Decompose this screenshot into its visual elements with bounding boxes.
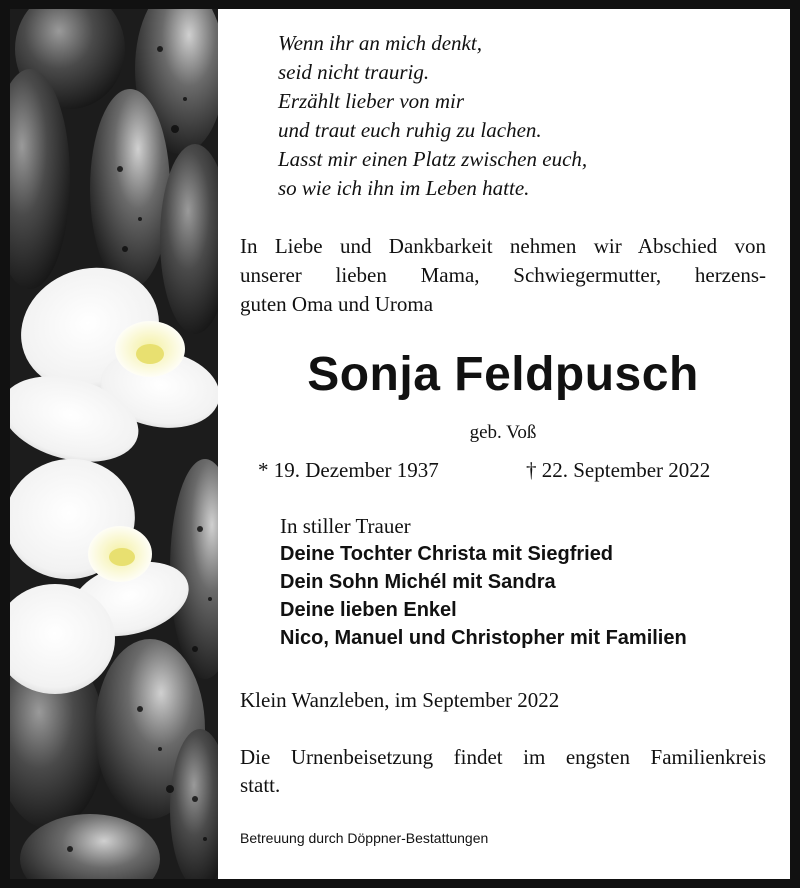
poem-line: und traut euch ruhig zu lachen. [278, 118, 542, 142]
poem-line: Erzählt lieber von mir [278, 89, 465, 113]
obituary-notice [10, 9, 790, 879]
mourner-name: Deine Tochter Christa mit Siegfried [280, 543, 614, 565]
death-date: † 22. September 2022 [526, 458, 711, 482]
poem-line: seid nicht traurig. [278, 60, 430, 84]
orchid-stones-photo [10, 9, 218, 879]
poem-line: Wenn ihr an mich denkt, [278, 31, 482, 55]
funeral-care-note: Betreuung durch Döppner-Bestattungen [240, 830, 489, 846]
intro-line: In Liebe und Dankbarkeit nehmen wir Abschied von [240, 234, 766, 258]
urn-line: Die Urnenbeisetzung findet im engsten Familienkreis [240, 745, 766, 769]
poem-line: Lasst mir einen Platz zwischen euch, [278, 147, 588, 171]
poem [278, 29, 587, 203]
mourning-lead: In stiller Trauer [280, 514, 411, 538]
urn-notice [240, 743, 766, 799]
deceased-name: Sonja Feldpusch [307, 348, 699, 401]
mourners [280, 512, 687, 652]
mourner-name: Dein Sohn Michél mit Sandra [280, 571, 556, 593]
farewell-intro [240, 232, 766, 319]
intro-line: guten Oma und Uroma [240, 292, 434, 316]
birth-name: geb. Voß [469, 422, 537, 443]
mourner-name: Nico, Manuel und Christopher mit Familien [280, 627, 687, 649]
mourner-name: Deine lieben Enkel [280, 599, 457, 621]
intro-line: unserer lieben Mama, Schwiegermutter, herzens- [240, 263, 766, 287]
birth-date: * 19. Dezember 1937 [258, 458, 439, 482]
place-date: Klein Wanzleben, im September 2022 [240, 688, 560, 712]
urn-line: statt. [240, 773, 281, 797]
poem-line: so wie ich ihn im Leben hatte. [278, 176, 530, 200]
orchid-stones-illustration [10, 9, 218, 879]
